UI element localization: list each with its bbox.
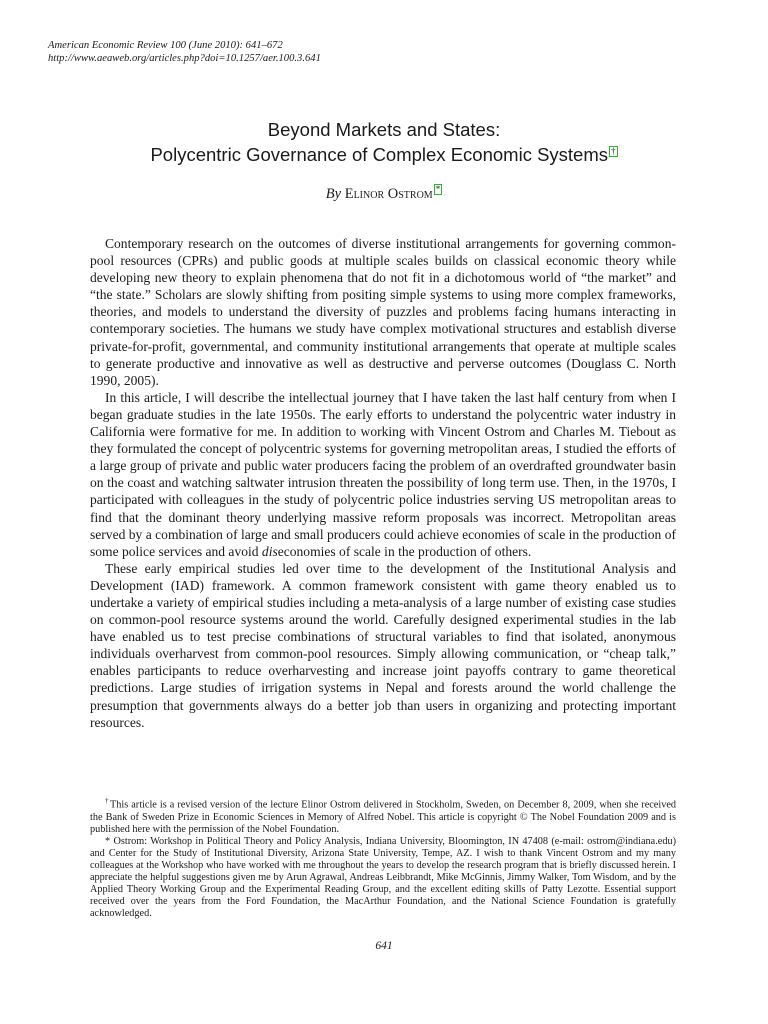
byline-by: By — [325, 185, 342, 202]
footnote-1-text: This article is a revised version of the lecture Elinor Ostrom delivered in Stockholm, Sweden, on December 8, 2009, when she received the Bank of Sweden Prize in Economic Sciences in Memory of Alfred Nobel. This article is copyright © The Nobel Foundation 2009 and is published here with the permission of the Nobel Foundation. — [90, 799, 676, 835]
paragraph-2 — [90, 389, 676, 560]
doi-link[interactable]: http://www.aeaweb.org/articles.php?doi=10.1257/aer.100.3.641 — [48, 53, 321, 64]
author-byline — [0, 184, 768, 203]
title-line-2-text: Polycentric Governance of Complex Economic Systems — [150, 144, 609, 165]
paragraph-1: Contemporary research on the outcomes of diverse institutional arrangements for governing common-pool resources (CPRs) and public goods at multiple scales builds on classical economic theory while developing new theory to explain phenomena that do not fit in a dichotomous world of “the market” and “the state.” Scholars are slowly shifting from positing simple systems to using more complex frameworks, theories, and models to understand the diversity of puzzles and problems facing humans interacting in contemporary societies. The humans we study have complex motivational structures and establish diverse private-for-profit, governmental, and community institutional arrangements that operate at multiple scales to generate productive and innovative as well as destructive and perverse outcomes (Douglass C. North 1990, 2005). — [90, 236, 676, 388]
journal-header — [48, 39, 321, 65]
footnote-2-mark: * — [105, 835, 111, 847]
author-footnote-link[interactable]: * — [435, 184, 441, 194]
footnote-1-mark: † — [105, 797, 109, 805]
paragraph-3: These early empirical studies led over time to the development of the Institutional Analysis and Development (IAD) framework. A common framework consistent with game theory enabled us to undertake a variety of empirical studies including a meta-analysis of a large number of existing case studies on common-pool resource systems around the world. Carefully designed experimental studies in the lab have enabled us to test precise combinations of structural variables to find that isolated, anonymous individuals overharvest from common-pool resources. Simply allowing communication, or “cheap talk,” enables participants to reduce overharvesting and increase joint payoffs contrary to game theoretical predictions. Large studies of irrigation systems in Nepal and forests around the world challenge the presumption that governments always do a better job than users in organizing and protecting important resources. — [90, 560, 676, 730]
title-line-1: Beyond Markets and States: — [267, 119, 501, 140]
paragraph-2-italic: dis — [261, 543, 278, 559]
footnote-1 — [90, 795, 676, 836]
title-line-2 — [0, 142, 768, 167]
author-name: Elinor Ostrom — [344, 185, 433, 202]
journal-citation: American Economic Review 100 (June 2010): 641–672 — [48, 40, 283, 51]
footnote-2 — [90, 836, 676, 921]
article-body — [90, 235, 676, 731]
paragraph-2-text-b: economies of scale in the production of others. — [277, 543, 532, 559]
article-title — [0, 117, 768, 167]
footnotes — [90, 795, 676, 920]
title-footnote-link[interactable]: † — [611, 145, 616, 156]
page-number: 641 — [375, 940, 393, 952]
footnote-2-text: Ostrom: Workshop in Political Theory and Policy Analysis, Indiana University, Bloomington, IN 47408 (e-mail: ostrom@indiana.edu) and Center for the Study of Institutional Diversity, Arizona State University, Tempe, AZ. I wish to thank Vincent Ostrom and my many colleagues at the Workshop who have worked with me throughout the years to develop the research program that is briefly discussed herein. I appreciate the helpful suggestions given me by Arun Agrawal, Andreas Leibbrandt, Mike McGinnis, Jimmy Walker, Tom Wisdom, and by the Applied Theory Working Group and the Experimental Reading Group, and the excellent editing skills of Patty Lezotte. Essential support received over the years from the Ford Foundation, the MacArthur Foundation, and the National Science Foundation is gratefully acknowledged. — [90, 835, 676, 920]
paragraph-2-text-a: In this article, I will describe the intellectual journey that I have taken the last half century from when I began graduate studies in the late 1950s. The early efforts to understand the polycentric water industry in California were formative for me. In addition to working with Vincent Ostrom and Charles M. Tiebout as they formulated the concept of polycentric systems for governing metropolitan areas, I studied the efforts of a large group of private and public water producers facing the problem of an overdrafted groundwater basin on the coast and watching saltwater intrusion threaten the possibility of long term use. Then, in the 1970s, I participated with colleagues in the study of polycentric police industries serving US metropolitan areas to find that the dominant theory underlying massive reform proposals was incorrect. Metropolitan areas served by a combination of large and small producers could achieve economies of scale in the production of some police services and avoid — [90, 389, 676, 559]
